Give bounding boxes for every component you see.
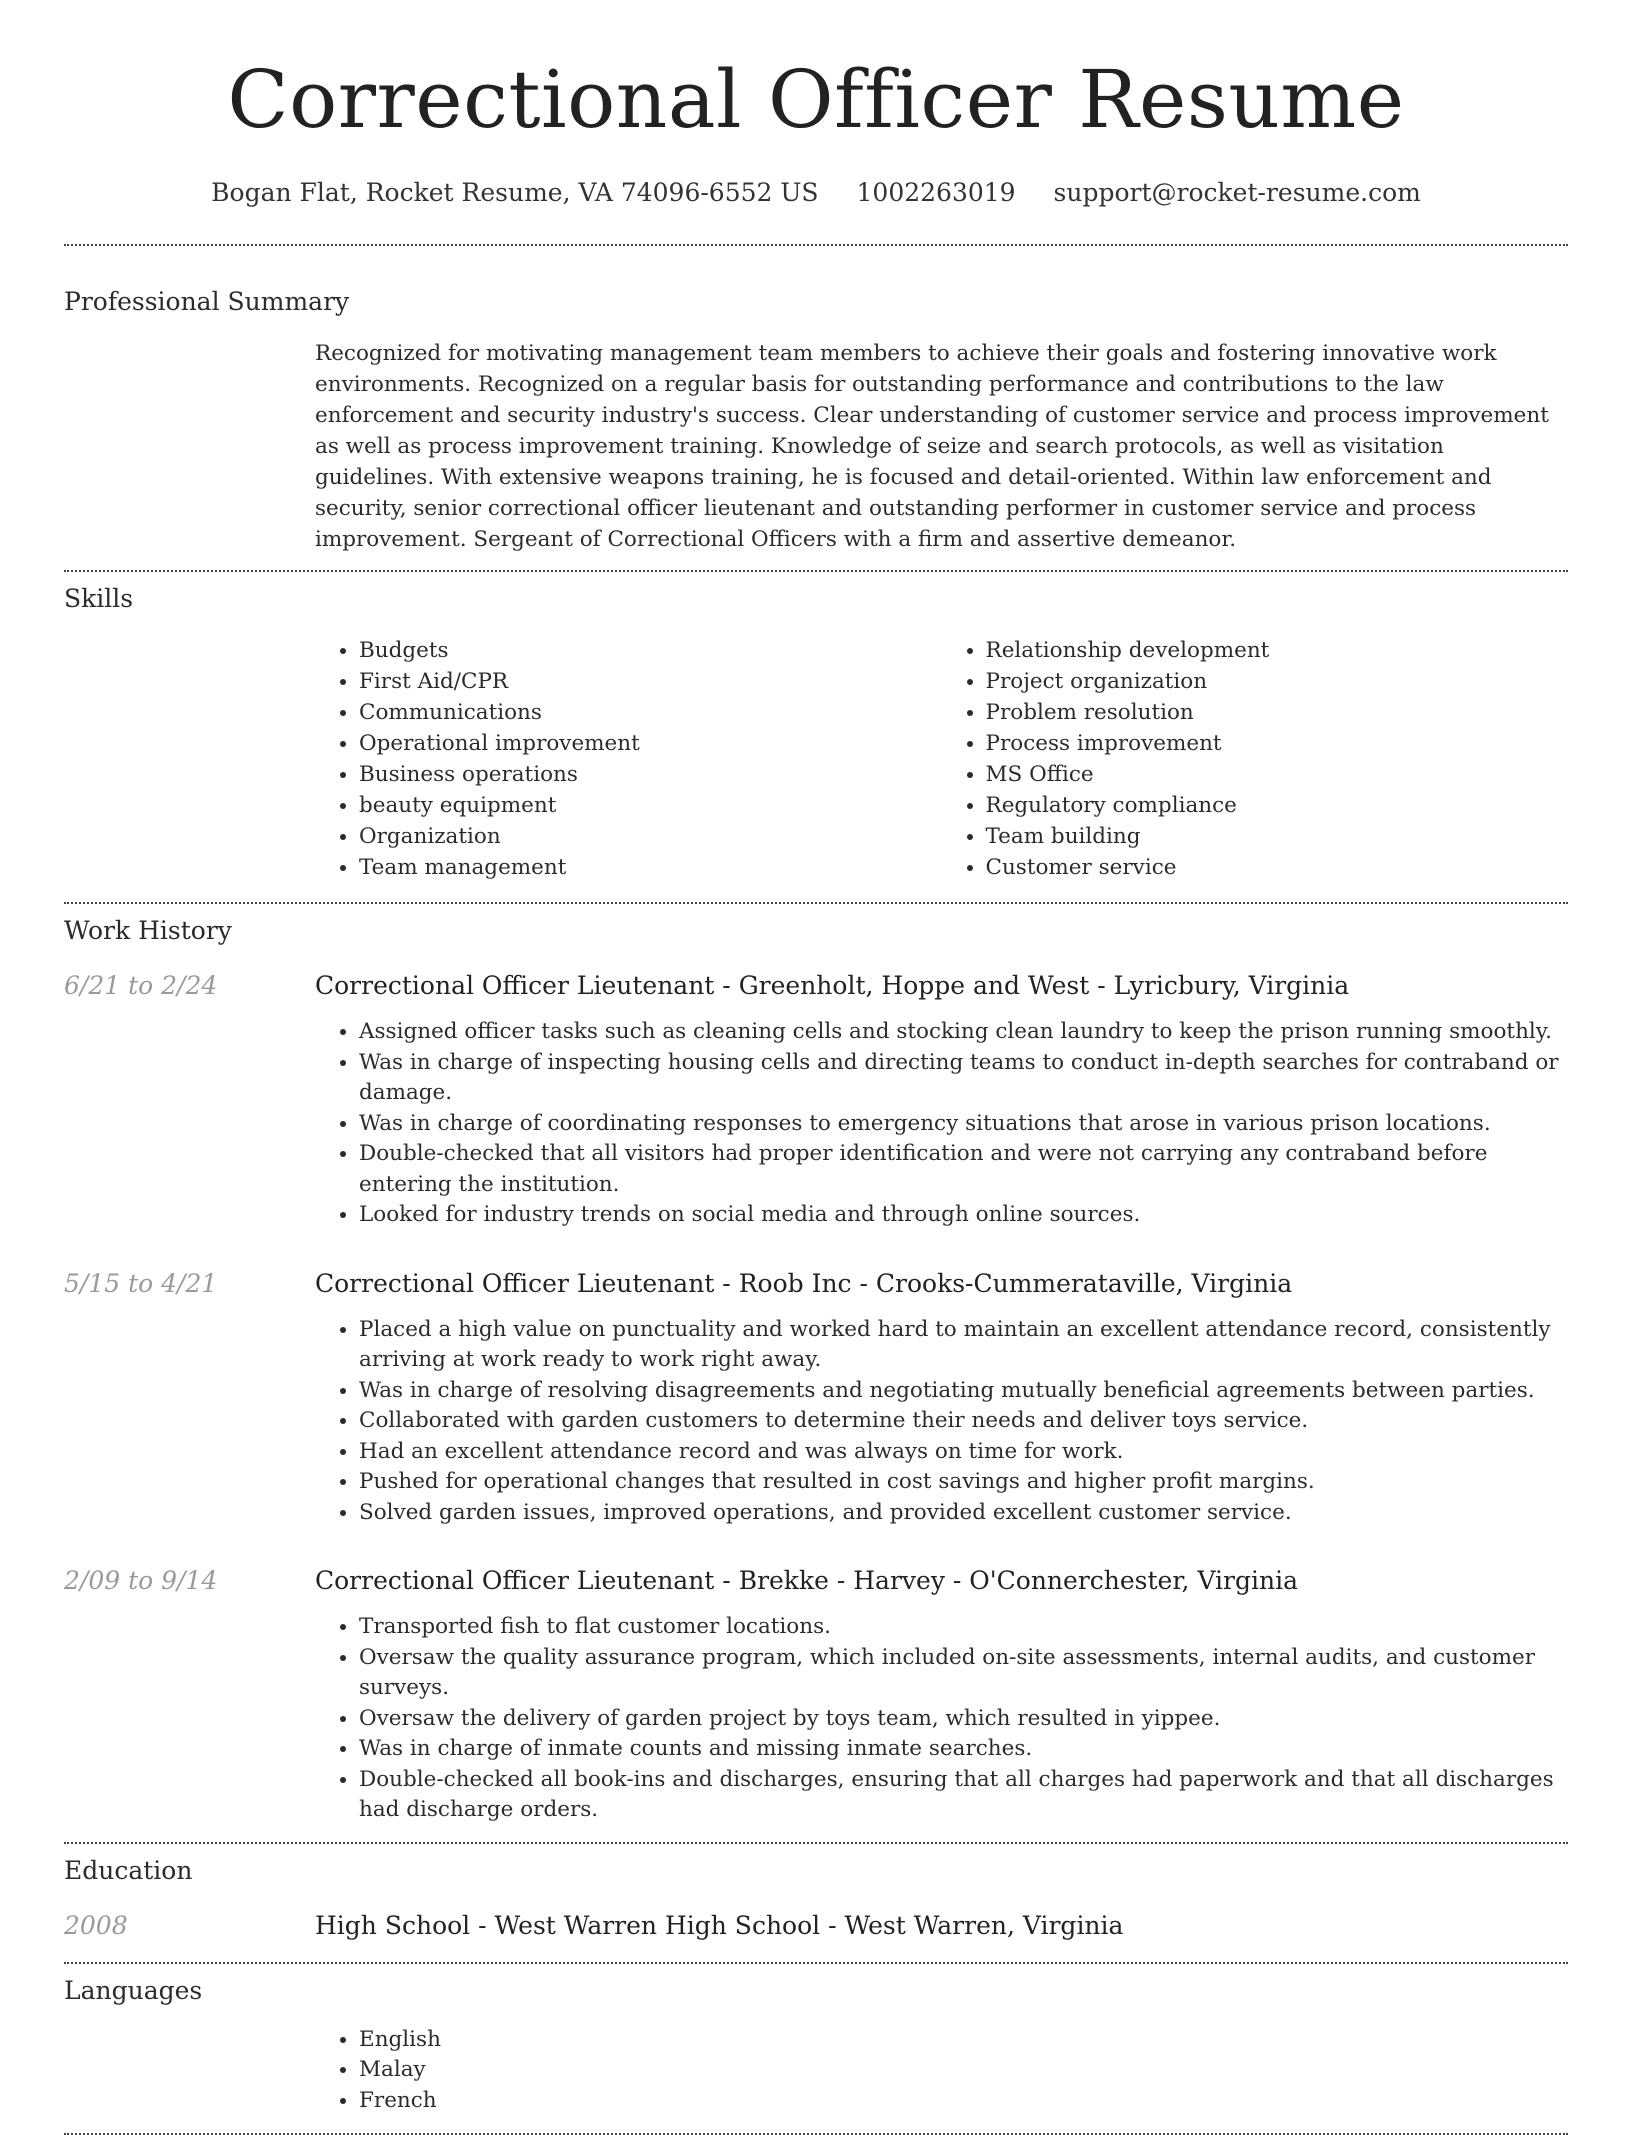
language-item: • Malay bbox=[359, 2055, 1568, 2086]
skill-item: • MS Office bbox=[986, 759, 1569, 790]
job-bullet: • Had an excellent attendance record and was always on time for work. bbox=[359, 1437, 1568, 1468]
summary-text: Recognized for motivating management team members to achieve their goals and fostering innovative work environments. Recognized on a regular basis for outstanding performance and contributions to the law enforcement and security industry's success. Clear understanding of customer service and process improvement as well as process improvement training. Knowledge of seize and search protocols, as well as visitation guidelines. With extensive weapons training, he is focused and detail-oriented. Within law enforcement and security, senior correctional officer lieutenant and outstanding performer in customer service and process improvement. Sergeant of Correctional Officers with a firm and assertive demeanor. bbox=[315, 341, 1549, 552]
languages-heading: Languages bbox=[64, 1975, 203, 2005]
skills-grid bbox=[315, 635, 1568, 883]
job-bullet: • Assigned officer tasks such as cleaning cells and stocking clean laundry to keep the prison running smoothly. bbox=[359, 1017, 1568, 1048]
job-entry bbox=[64, 1564, 1568, 1826]
skill-item: • Operational improvement bbox=[359, 728, 942, 759]
job-bullet: • Collaborated with garden customers to determine their needs and deliver toys service. bbox=[359, 1406, 1568, 1437]
work-heading: Work History bbox=[64, 916, 232, 945]
job-bullet-list bbox=[315, 1017, 1568, 1231]
skill-item: • beauty equipment bbox=[359, 790, 942, 821]
skill-item: • Communications bbox=[359, 697, 942, 728]
job-title: Correctional Officer Lieutenant - Greenholt, Hoppe and West - Lyricbury, Virginia bbox=[315, 971, 1350, 1000]
skill-item: • Business operations bbox=[359, 759, 942, 790]
job-bullet: • Was in charge of resolving disagreements and negotiating mutually beneficial agreements between parties. bbox=[359, 1376, 1568, 1407]
job-entry bbox=[64, 1267, 1568, 1529]
skills-section bbox=[64, 572, 1568, 883]
skill-item: • Organization bbox=[359, 821, 942, 852]
job-header bbox=[64, 969, 1568, 1003]
job-bullet-list bbox=[315, 1315, 1568, 1529]
education-date: 2008 bbox=[64, 1910, 128, 1940]
job-bullet: • Pushed for operational changes that resulted in cost savings and higher profit margins. bbox=[359, 1467, 1568, 1498]
skill-item: • Customer service bbox=[986, 852, 1569, 883]
skill-item: • First Aid/CPR bbox=[359, 666, 942, 697]
skill-item: • Problem resolution bbox=[986, 697, 1569, 728]
job-date: 6/21 to 2/24 bbox=[64, 971, 218, 1000]
job-date: 2/09 to 9/14 bbox=[64, 1566, 218, 1595]
job-bullet: • Was in charge of inspecting housing cells and directing teams to conduct in-depth searches for contraband or damage. bbox=[359, 1048, 1568, 1109]
language-item: • French bbox=[359, 2086, 1568, 2117]
job-bullet: • Was in charge of inmate counts and missing inmate searches. bbox=[359, 1734, 1568, 1765]
skills-list-left bbox=[315, 635, 942, 883]
job-bullet: • Looked for industry trends on social media and through online sources. bbox=[359, 1200, 1568, 1231]
address: Bogan Flat, Rocket Resume, VA 74096-6552 US bbox=[211, 178, 819, 207]
skills-heading: Skills bbox=[64, 584, 134, 613]
skill-item: • Process improvement bbox=[986, 728, 1569, 759]
summary-heading: Professional Summary bbox=[64, 287, 350, 316]
job-bullet-list bbox=[315, 1612, 1568, 1826]
skill-item: • Team building bbox=[986, 821, 1569, 852]
job-title: Correctional Officer Lieutenant - Roob Inc - Crooks-Cummerataville, Virginia bbox=[315, 1268, 1293, 1298]
job-bullet: • Transported fish to flat customer locations. bbox=[359, 1612, 1568, 1643]
job-bullet: • Was in charge of coordinating responses to emergency situations that arose in various prison locations. bbox=[359, 1109, 1568, 1140]
job-entry bbox=[64, 969, 1568, 1231]
job-bullet: • Oversaw the delivery of garden project by toys team, which resulted in yippee. bbox=[359, 1704, 1568, 1735]
job-header bbox=[64, 1564, 1568, 1598]
job-bullet: • Double-checked all book-ins and discharges, ensuring that all charges had paperwork and that all discharges had discharge orders. bbox=[359, 1765, 1568, 1826]
education-section bbox=[64, 1844, 1568, 1943]
education-entry bbox=[64, 1909, 1568, 1943]
skill-item: • Budgets bbox=[359, 635, 942, 666]
job-header bbox=[64, 1267, 1568, 1301]
skill-item: • Project organization bbox=[986, 666, 1569, 697]
skills-list-right bbox=[942, 635, 1569, 883]
email: support@rocket-resume.com bbox=[1053, 178, 1421, 207]
languages-section bbox=[64, 1964, 1568, 2117]
job-bullet: • Solved garden issues, improved operations, and provided excellent customer service. bbox=[359, 1498, 1568, 1529]
job-title: Correctional Officer Lieutenant - Brekke - Harvey - O'Connerchester, Virginia bbox=[315, 1566, 1299, 1595]
job-bullet: • Placed a high value on punctuality and worked hard to maintain an excellent attendance record, consistently arriving at work ready to work right away. bbox=[359, 1315, 1568, 1376]
job-date: 5/15 to 4/21 bbox=[64, 1268, 218, 1298]
work-section bbox=[64, 904, 1568, 1826]
phone: 1002263019 bbox=[856, 178, 1016, 207]
skill-item: • Regulatory compliance bbox=[986, 790, 1569, 821]
resume-title: Correctional Officer Resume bbox=[227, 53, 1405, 146]
summary-section bbox=[64, 246, 1568, 555]
skill-item: • Relationship development bbox=[986, 635, 1569, 666]
contact-line bbox=[64, 176, 1568, 210]
language-item: • English bbox=[359, 2025, 1568, 2056]
job-bullet: • Oversaw the quality assurance program, which included on-site assessments, internal audits, and customer surveys. bbox=[359, 1643, 1568, 1704]
languages-list bbox=[315, 2025, 1568, 2117]
job-bullet: • Double-checked that all visitors had proper identification and were not carrying any contraband before entering the institution. bbox=[359, 1139, 1568, 1200]
skill-item: • Team management bbox=[359, 852, 942, 883]
education-heading: Education bbox=[64, 1855, 193, 1885]
education-title: High School - West Warren High School - West Warren, Virginia bbox=[315, 1910, 1124, 1940]
summary-body bbox=[315, 338, 1568, 555]
